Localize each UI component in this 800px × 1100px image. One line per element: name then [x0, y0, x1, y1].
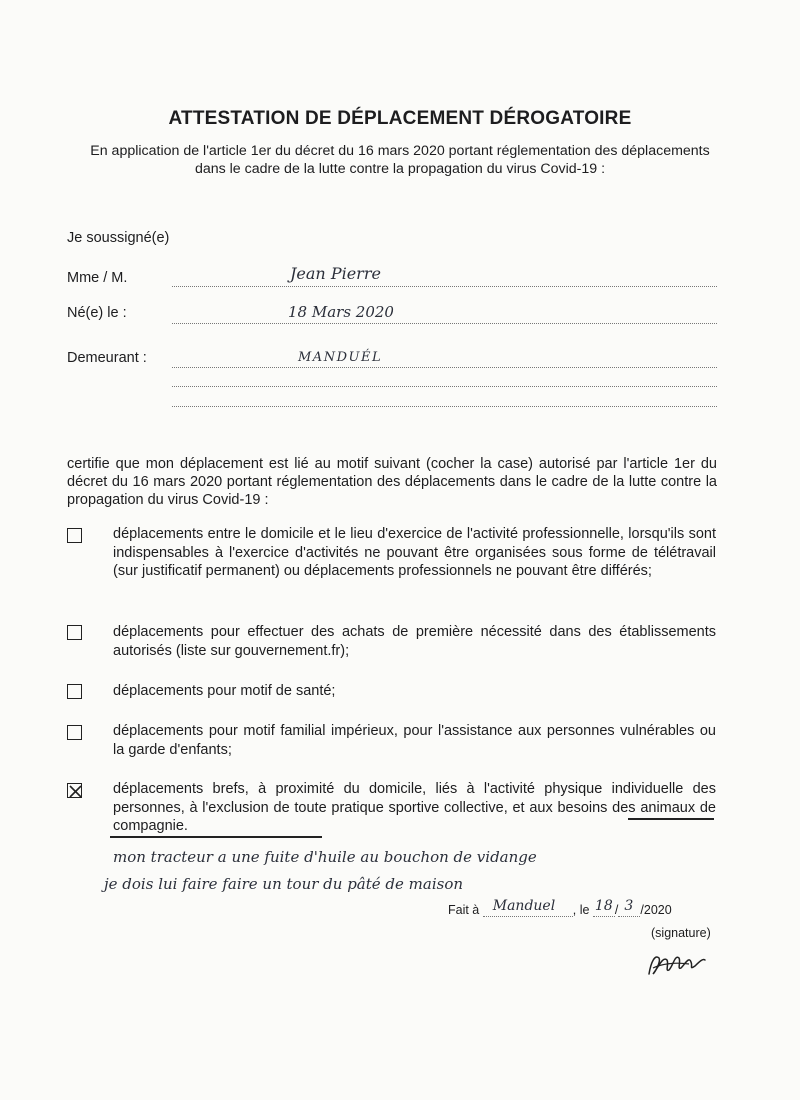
intro-label: Je soussigné(e) [67, 230, 170, 246]
month-field[interactable] [618, 898, 640, 917]
checkbox-health[interactable] [67, 684, 82, 699]
checkbox-professional[interactable] [67, 528, 82, 543]
place-field[interactable] [483, 898, 573, 917]
fait-label: Fait à [448, 903, 480, 917]
day-field-value: 18 [594, 898, 613, 914]
signature-label: (signature) [651, 926, 711, 940]
certify-paragraph: certifie que mon déplacement est lié au motif suivant (cocher la case) autorisé par l'article 1er du décret du 16 mars 2020 portant réglementation des déplacements dans le cadre de la lutte contre la propagation du virus Covid-19 : [67, 456, 717, 508]
birth-label: Né(e) le : [67, 305, 127, 321]
address-field-line-3[interactable] [172, 406, 717, 407]
checkbox-family[interactable] [67, 725, 82, 740]
birth-field-line[interactable] [172, 323, 717, 324]
month-field-value: 3 [624, 898, 634, 914]
name-label: Mme / M. [67, 270, 128, 286]
day-field[interactable] [593, 898, 615, 917]
option-physical-activity-text: déplacements brefs, à proximité du domicile, liés à l'activité physique individuelle des personnes, à l'exclusion de toute pratique sportive collective, et aux besoins des animaux de compagnie. [113, 781, 716, 834]
birth-field-value: 18 Mars 2020 [288, 303, 394, 321]
handwritten-underline [110, 836, 322, 838]
address-field-line-2[interactable] [172, 386, 717, 387]
page-title: ATTESTATION DE DÉPLACEMENT DÉROGATOIRE [168, 108, 632, 129]
le-label: , le [572, 903, 590, 917]
checkbox-physical-activity[interactable] [67, 783, 82, 798]
handwritten-underline [628, 818, 714, 820]
place-date-line: Fait à Manduel , le 18 / 3 /2020 [448, 898, 672, 917]
address-field-value: MANDUÉL [298, 350, 383, 365]
check-mark-icon [68, 784, 83, 799]
place-field-value: Manduel [492, 898, 556, 914]
address-field-line-1[interactable] [172, 367, 717, 368]
option-professional-text: déplacements entre le domicile et le lieu d'exercice de l'activité professionnelle, lorsqu'ils sont indispensables à l'exercice d'activités ne pouvant être organisées sous forme de télétravail (sur justificatif permanent) ou déplacements professionnels ne pouvant être différés; [113, 526, 716, 579]
name-field-line[interactable] [172, 286, 717, 287]
page-subtitle: En application de l'article 1er du décret du 16 mars 2020 portant réglementation des déplacements dans le cadre de la lutte contre la propagation du virus Covid-19 : [90, 143, 710, 177]
handwritten-note-line-1: mon tracteur a une fuite d'huile au bouchon de vidange [113, 848, 537, 866]
checkbox-purchases[interactable] [67, 625, 82, 640]
signature-scribble[interactable] [645, 944, 707, 982]
address-label: Demeurant : [67, 350, 147, 366]
option-health-text: déplacements pour motif de santé; [113, 683, 336, 699]
year-text: /2020 [640, 903, 672, 917]
name-field-value: Jean Pierre [290, 264, 381, 283]
option-purchases-text: déplacements pour effectuer des achats de première nécessité dans des établissements autorisés (liste sur gouvernement.fr); [113, 624, 716, 659]
option-family-text: déplacements pour motif familial impérieux, pour l'assistance aux personnes vulnérables ou la garde d'enfants; [113, 723, 716, 758]
handwritten-note-line-2: je dois lui faire faire un tour du pâté de maison [104, 875, 464, 893]
